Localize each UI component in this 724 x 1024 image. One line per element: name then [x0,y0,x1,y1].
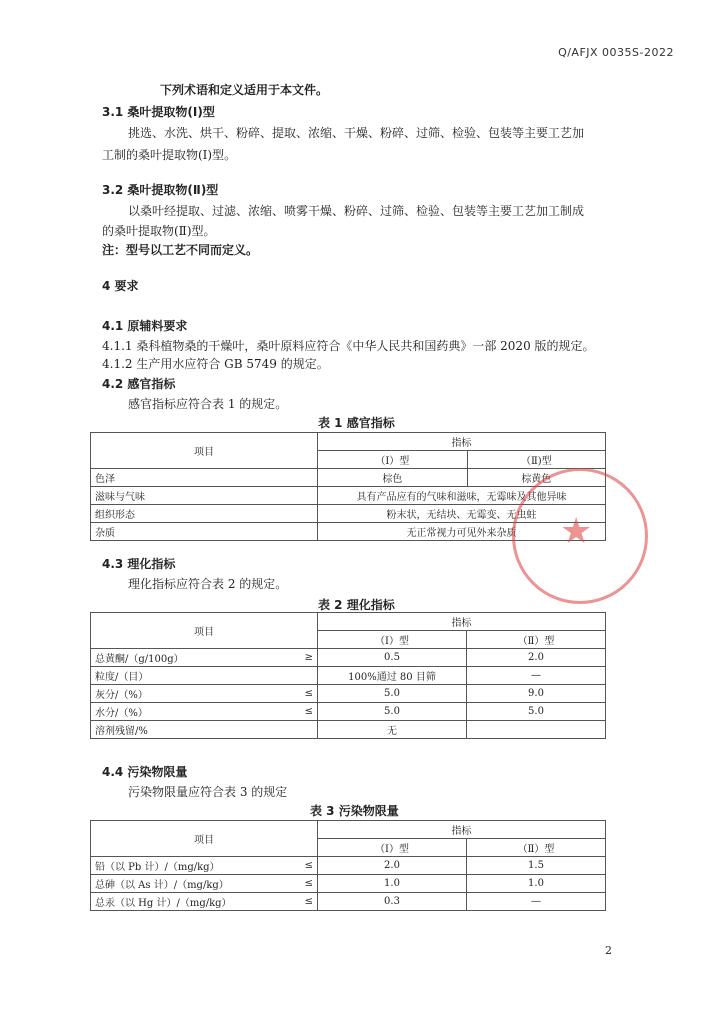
table2-cell: 2.0 [467,649,606,667]
table2-head-index: 指标 [318,613,606,631]
table2-caption: 表 2 理化指标 [318,598,395,612]
table-row [91,875,606,893]
table2-cell: 5.0 [318,685,467,703]
intro-text: 下列术语和定义适用于本文件。 [160,83,329,97]
table1-cell: 滋味与气味 [91,487,318,505]
section-3-1-title: 3.1 桑叶提取物(Ⅰ)型 [102,105,215,119]
table3-head-type2: （Ⅱ）型 [467,839,606,857]
section-4-2-title: 4.2 感官指标 [102,377,176,391]
table-row [91,523,606,541]
table3 [90,820,606,911]
table-row [91,703,606,721]
table1-head-type2: （Ⅱ)型 [467,451,605,469]
table-row [91,685,606,703]
table-row [91,487,606,505]
table2-cell: 0.5 [318,649,467,667]
table2-cell: 灰分/（%） [91,685,290,703]
seal-star-icon: ★ [560,511,593,552]
note: 注：型号以工艺不同而定义。 [102,243,259,257]
section-4-3-body: 理化指标应符合表 2 的规定。 [128,577,288,591]
table1-cell: 无正常视力可见外来杂质 [318,523,606,541]
table1-caption: 表 1 感官指标 [318,416,395,430]
table3-cell: — [467,893,606,911]
table2-head-type2: （Ⅱ）型 [467,631,606,649]
table2-cell: 粒度/（目） [91,667,290,685]
table3-cell: 总砷（以 As 计）/（mg/kg） [91,875,290,893]
table3-cell: 1.0 [467,875,606,893]
section-3-1-body-2: 工制的桑叶提取物(Ⅰ)型。 [102,148,237,162]
section-4-1-1: 4.1.1 桑科植物桑的干燥叶，桑叶原料应符合《中华人民共和国药典》一部 2020 版的规定。 [102,339,595,353]
table1-cell: 粉末状，无结块、无霉变、无虫蛀 [318,505,606,523]
section-4-4-body: 污染物限量应符合表 3 的规定 [128,785,288,799]
table3-cell: 总汞（以 Hg 计）/（mg/kg） [91,893,290,911]
section-4-1-title: 4.1 原辅料要求 [102,319,188,333]
table3-head-type1: （Ⅰ）型 [318,839,467,857]
section-4-1-2: 4.1.2 生产用水应符合 GB 5749 的规定。 [102,357,329,371]
table1-head-type1: （Ⅰ）型 [318,451,468,469]
section-3-2-body-1: 以桑叶经提取、过滤、浓缩、喷雾干燥、粉碎、过筛、检验、包装等主要工艺加工制成 [128,204,585,218]
table2-cell [289,721,318,739]
table-row [91,893,606,911]
section-4-2-body: 感官指标应符合表 1 的规定。 [128,397,288,411]
table2-cell: 总黄酮/（g/100g） [91,649,290,667]
table3-cell: ≤ [289,893,318,911]
page-number: 2 [605,944,612,957]
table3-cell: 铅（以 Pb 计）/（mg/kg） [91,857,290,875]
table2-cell: 水分/（%） [91,703,290,721]
table3-cell: 0.3 [318,893,467,911]
table3-head-item: 项目 [91,821,318,857]
table2-cell: 100%通过 80 目筛 [318,667,467,685]
table1-cell: 棕色 [318,469,468,487]
table1-cell: 组织形态 [91,505,318,523]
table2-cell: 5.0 [467,703,606,721]
table-row [91,667,606,685]
table1 [90,432,606,541]
table2-cell: 溶剂残留/% [91,721,290,739]
section-3-2-body-2: 的桑叶提取物(Ⅱ)型。 [102,224,216,238]
table2-cell: ≤ [289,703,318,721]
section-4-title: 4 要求 [102,279,139,293]
table-row [91,649,606,667]
table2-head-item: 项目 [91,613,318,649]
table3-caption: 表 3 污染物限量 [310,804,399,818]
table3-cell: 1.5 [467,857,606,875]
table2-cell: — [467,667,606,685]
table2-cell: ≤ [289,685,318,703]
table3-cell: ≤ [289,875,318,893]
table1-cell: 具有产品应有的气味和滋味，无霉味及其他异味 [318,487,606,505]
table-row [91,721,606,739]
table3-cell: 2.0 [318,857,467,875]
table3-cell: ≤ [289,857,318,875]
table2 [90,612,606,739]
section-3-1-body-1: 挑选、水洗、烘干、粉碎、提取、浓缩、干燥、粉碎、过筛、检验、包装等主要工艺加 [128,126,585,140]
table1-head-index: 指标 [318,433,606,451]
table-row [91,469,606,487]
table2-cell: 9.0 [467,685,606,703]
table-row [91,505,606,523]
table1-head-item: 项目 [91,433,318,469]
table2-cell: 5.0 [318,703,467,721]
table-row [91,857,606,875]
table1-cell: 杂质 [91,523,318,541]
table2-cell [289,667,318,685]
table1-cell: 棕黄色 [467,469,605,487]
table3-head-index: 指标 [318,821,606,839]
section-4-4-title: 4.4 污染物限量 [102,765,188,779]
section-4-3-title: 4.3 理化指标 [102,557,176,571]
table2-cell: ≥ [289,649,318,667]
table3-cell: 1.0 [318,875,467,893]
table2-head-type1: （Ⅰ）型 [318,631,467,649]
doc-code: Q/AFJX 0035S-2022 [558,46,674,59]
section-3-2-title: 3.2 桑叶提取物(Ⅱ)型 [102,183,219,197]
table2-cell: 无 [318,721,467,739]
table1-cell: 色泽 [91,469,318,487]
table2-cell [467,721,606,739]
